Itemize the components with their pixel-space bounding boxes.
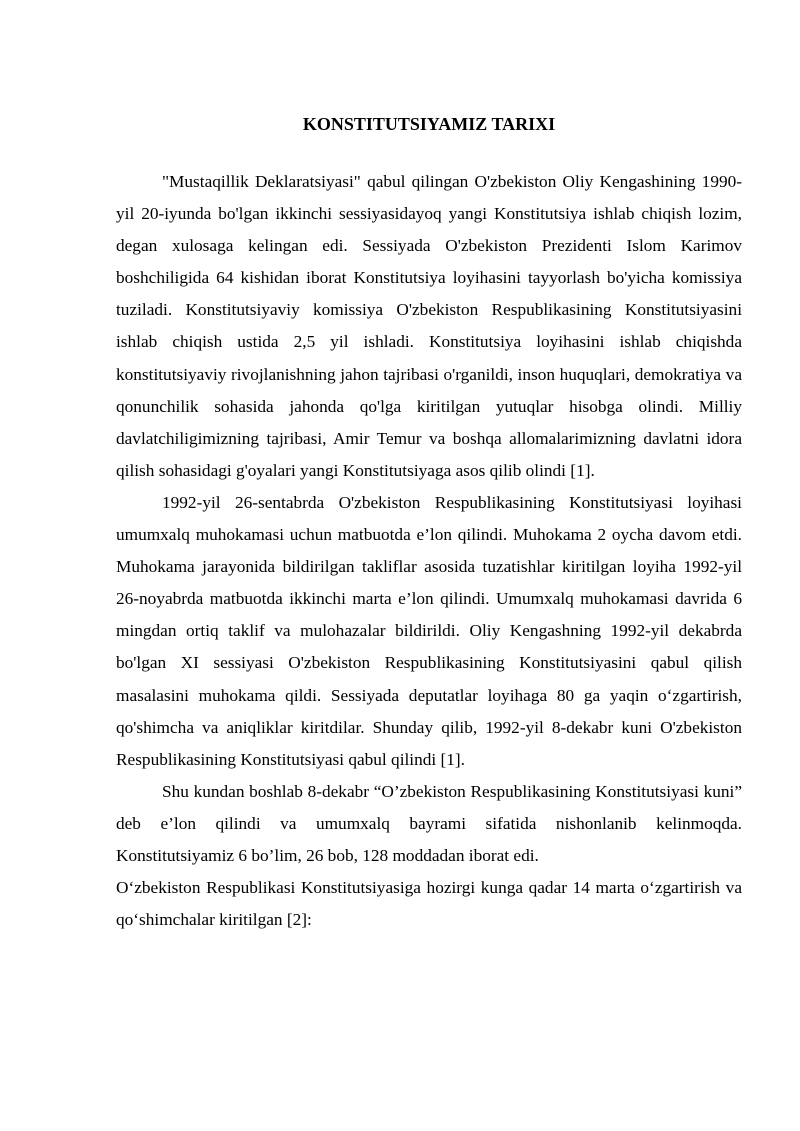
paragraph-constitution-day: Shu kundan boshlab 8-dekabr “O’zbekiston Respublikasining Konstitutsiyasi kuni” deb e’lon qilindi va umumxalq bayrami sifatida nishonlanib kelinmoqda. Konstitutsiyamiz 6 bo’lim, 26 bob, 128 moddadan iborat edi.	[116, 781, 742, 865]
document-title: KONSTITUTSIYAMIZ TARIXI	[302, 114, 556, 134]
document-page	[116, 108, 742, 936]
paragraph-amendments: O‘zbekiston Respublikasi Konstitutsiyasiga hozirgi kunga qadar 14 marta o‘zgartirish va qo‘shimchalar kiritilgan [2]:	[116, 878, 742, 930]
paragraph-public-discussion: 1992-yil 26-sentabrda O'zbekiston Respublikasining Konstitutsiyasi loyihasi umumxalq muhokamasi uchun matbuotda e’lon qilindi. Muhokama 2 oycha davom etdi. Muhokama jarayonida bildirilgan takliflar asosida tuzatishlar kiritilgan loyiha 1992-yil 26-noyabrda matbuotda ikkinchi marta e’lon qilindi. Umumxalq muhokamasi davrida 6 mingdan ortiq taklif va mulohazalar bildirildi. Oliy Kengashning 1992-yil dekabrda bo'lgan XI sessiyasi O'zbekiston Respublikasining Konstitutsiyasini qabul qilish masalasini muhokama qildi. Sessiyada deputatlar loyihaga 80 ga yaqin o‘zgartirish, qo'shimcha va aniqliklar kiritdilar. Shunday qilib, 1992-yil 8-dekabr kuni O'zbekiston Respublikasining Konstitutsiyasi qabul qilindi [1].	[116, 492, 742, 769]
paragraph-history-intro: "Mustaqillik Deklaratsiyasi" qabul qilingan O'zbekiston Oliy Kengashining 1990-yil 20-iyunda bo'lgan ikkinchi sessiyasidayoq yangi Konstitutsiya ishlab chiqish lozim, degan xulosaga kelingan edi. Sessiyada O'zbekiston Prezidenti Islom Karimov boshchiligida 64 kishidan iborat Konstitutsiya loyihasini tayyorlash bo'yicha komissiya tuziladi. Konstitutsiyaviy komissiya O'zbekiston Respublikasining Konstitutsiyasini ishlab chiqish ustida 2,5 yil ishladi. Konstitutsiya loyihasini ishlab chiqishda konstitutsiyaviy rivojlanishning jahon tajribasi o'rganildi, inson huquqlari, demokratiya va qonunchilik sohasida jahonda qo'lga kiritilgan yutuqlar hisobga olindi. Milliy davlatchiligimizning tajribasi, Amir Temur va boshqa allomalarimizning davlatni idora qilish sohasidagi g'oyalari yangi Konstitutsiyaga asos qilib olindi [1].	[116, 172, 742, 480]
